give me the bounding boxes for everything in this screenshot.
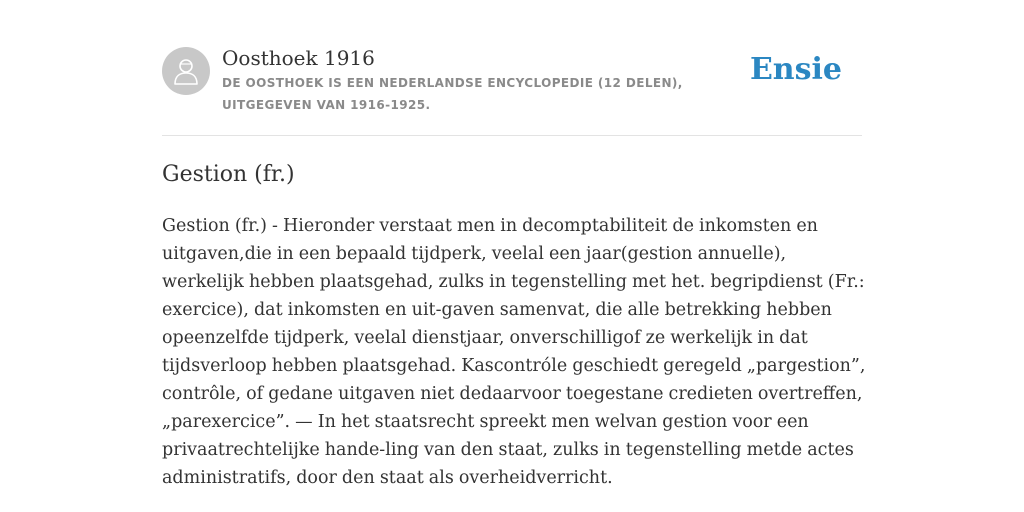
- entry-title: Gestion (fr.): [162, 162, 295, 187]
- source-header: [162, 40, 862, 120]
- user-icon: [172, 56, 200, 86]
- source-title[interactable]: Oosthoek 1916: [222, 46, 375, 70]
- source-description: DE OOSTHOEK IS EEN NEDERLANDSE ENCYCLOPEDIE (12 DELEN), UITGEGEVEN VAN 1916-1925.: [222, 76, 683, 112]
- brand-logo[interactable]: Ensie: [749, 52, 842, 87]
- entry-body: Gestion (fr.) - Hieronder verstaat men in decomptabiliteit de inkomsten en uitgaven,die in een bepaald tijdperk, veelal een jaar(gestion annuelle), werkelijk hebben plaatsgehad, zulks in tegenstelling met het. begripdienst (Fr.: exercice), dat inkomsten en uit-gaven samenvat, die alle betrekking hebben opeenzelfde tijdperk, veelal dienstjaar, onverschilligof ze werkelijk in dat tijdsverloop hebben plaatsgehad. Kascontróle geschiedt geregeld „pargestion”, contrôle, of gedane uitgaven niet dedaarvoor toegestane credieten overtreffen, „parexercice”. — In het staatsrecht spreekt men welvan gestion voor een privaatrechtelijke hande-ling van den staat, zulks in tegenstelling metde actes administratifs, door den staat als overheidverricht.: [162, 216, 866, 488]
- avatar[interactable]: [162, 47, 210, 95]
- header-divider: [162, 135, 862, 136]
